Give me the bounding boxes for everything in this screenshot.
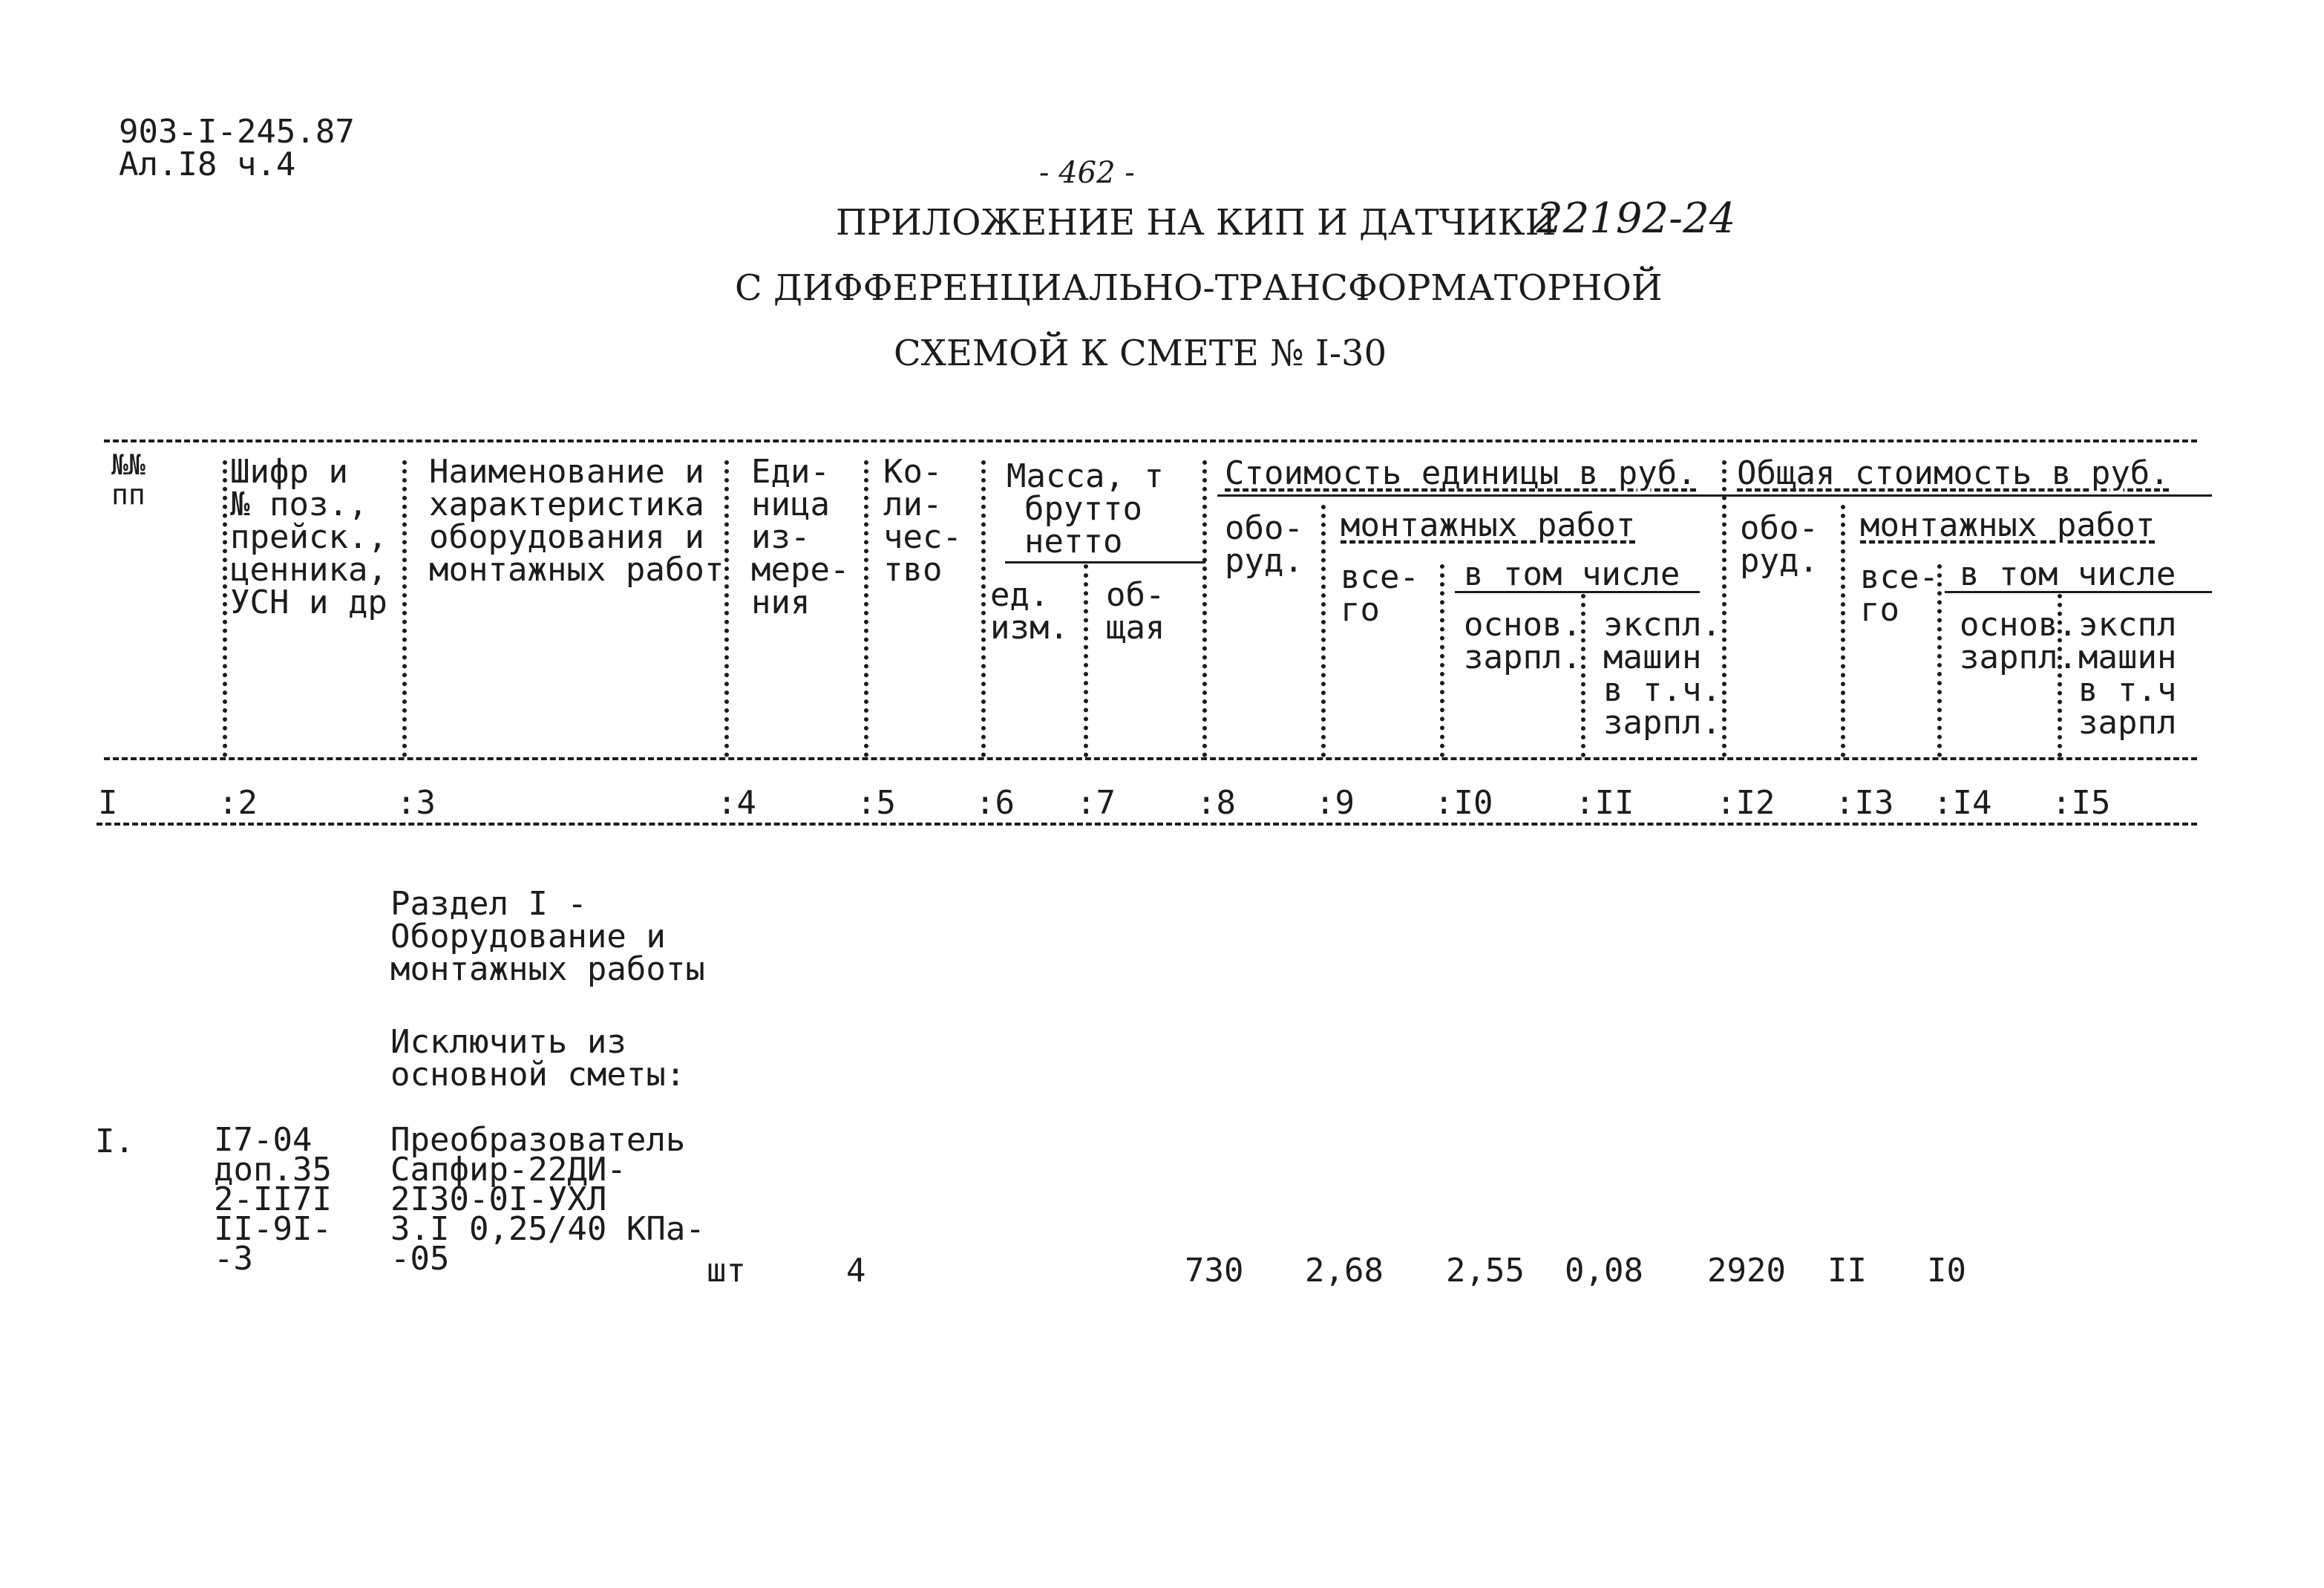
title-line2: С ДИФФЕРЕНЦИАЛЬНО-ТРАНСФОРМАТОРНОЙ <box>735 267 1663 309</box>
col-number-5: :5 <box>857 784 896 822</box>
row-equip-unit: 730 <box>1185 1252 1244 1290</box>
row-machines: 0,08 <box>1565 1252 1643 1290</box>
col-header-mass-unit: ед. изм. <box>990 576 1069 647</box>
col-header-qty: Ко- ли- чес- тво <box>883 453 962 589</box>
col-number-12: :I2 <box>1716 784 1775 822</box>
col-sep-12 <box>1841 505 1845 757</box>
col-number-8: :8 <box>1197 784 1236 822</box>
col-header-name: Наименование и характеристика оборудования и монтажных работ <box>429 453 724 589</box>
section-exclude-note: Исключить из основной сметы: <box>390 1023 686 1094</box>
col-number-3: :3 <box>396 784 436 822</box>
col-header-mont-total: все- го <box>1341 558 1419 629</box>
col-sep-7 <box>1202 460 1207 757</box>
col-number-10: :I0 <box>1434 784 1493 822</box>
col-number-4: :4 <box>717 784 756 822</box>
col-header-incl: в том числе <box>1464 555 1680 593</box>
col-number-9: :9 <box>1315 784 1355 822</box>
col-header-machines-sum: экспл машин в т.ч зарпл <box>2078 606 2177 742</box>
col-header-mont-sum: монтажных работ <box>1860 506 2156 544</box>
col-number-1: I <box>98 784 118 822</box>
col-sep-11 <box>1722 460 1726 757</box>
row-mont-total: 2,68 <box>1305 1252 1384 1290</box>
col-header-code: Шифр и № поз., прейск., ценника, УСН и др <box>230 453 387 621</box>
col-header-mass-total: об- щая <box>1106 576 1165 647</box>
col-header-mass-sub: брутто нетто <box>1024 490 1142 561</box>
row-mont-total-sum: II <box>1827 1252 1867 1290</box>
cost-group-rule <box>1217 494 2212 497</box>
col-sep-4 <box>864 460 868 757</box>
col-number-11: :II <box>1575 784 1634 822</box>
page-number: - 462 - <box>1039 156 1135 190</box>
col-sep-9 <box>1440 564 1444 757</box>
col-number-15: :I5 <box>2052 784 2111 822</box>
header-top-rule <box>104 440 2197 442</box>
col-header-mass: Масса, т <box>1006 457 1164 495</box>
title-line3: СХЕМОЙ К СМЕТЕ № I-30 <box>894 333 1387 374</box>
title-line1: ПРИЛОЖЕНИЕ НА КИП И ДАТЧИКИ <box>836 202 1557 244</box>
row-equip-total: 2920 <box>1707 1252 1786 1290</box>
colnum-bottom-rule <box>96 823 2197 826</box>
stamp-number: 22192-24 <box>1536 195 1736 243</box>
col-header-unit: Еди- ница из- мере- ния <box>751 453 850 621</box>
row-unit: шт <box>707 1252 746 1290</box>
doc-code-line2: Ал.I8 ч.4 <box>119 146 296 183</box>
row-name: Преобразователь Сапфир-22ДИ- 2I30-0I-УХЛ 3.I 0,25/40 КПа- -05 <box>390 1121 705 1278</box>
col-number-7: :7 <box>1076 784 1116 822</box>
row-qty: 4 <box>846 1252 866 1290</box>
col-header-equip: обо- руд. <box>1225 509 1303 580</box>
col-sep-6 <box>1084 564 1088 757</box>
col-header-equip-total: обо- руд. <box>1740 509 1819 580</box>
section-title: Раздел I - Оборудование и монтажных работы <box>390 885 705 988</box>
col-sep-3 <box>724 460 729 757</box>
col-number-2: :2 <box>218 784 258 822</box>
col-number-14: :I4 <box>1933 784 1992 822</box>
col-sep-5 <box>981 460 986 757</box>
col-sep-1 <box>223 460 227 757</box>
col-sep-2 <box>402 460 407 757</box>
col-header-mont-total-sum: все- го <box>1860 558 1939 629</box>
col-sep-8 <box>1321 505 1326 757</box>
row-num: I. <box>95 1123 134 1160</box>
doc-code-line1: 903-I-245.87 <box>119 113 355 151</box>
col-header-num: №№ пп <box>111 448 145 511</box>
header-bottom-rule <box>104 757 2197 760</box>
col-number-6: :6 <box>975 784 1015 822</box>
col-header-total-cost: Общая стоимость в руб. <box>1737 454 2170 492</box>
col-header-base-salary-sum: основ. зарпл. <box>1960 606 2078 676</box>
row-code: I7-04 доп.35 2-II7I II-9I- -3 <box>214 1121 332 1278</box>
col-header-incl-2: в том числе <box>1960 555 2176 593</box>
row-base-salary: 2,55 <box>1446 1252 1525 1290</box>
col-header-mont: монтажных работ <box>1341 506 1636 544</box>
col-header-unit-cost: Стоимость единицы в руб. <box>1225 454 1697 492</box>
col-number-13: :I3 <box>1835 784 1894 822</box>
row-base-salary-sum: I0 <box>1927 1252 1966 1290</box>
mass-group-rule <box>1005 561 1205 563</box>
col-header-machines: экспл. машин в т.ч. зарпл. <box>1603 606 1721 742</box>
col-header-base-salary: основ. зарпл. <box>1464 606 1582 676</box>
